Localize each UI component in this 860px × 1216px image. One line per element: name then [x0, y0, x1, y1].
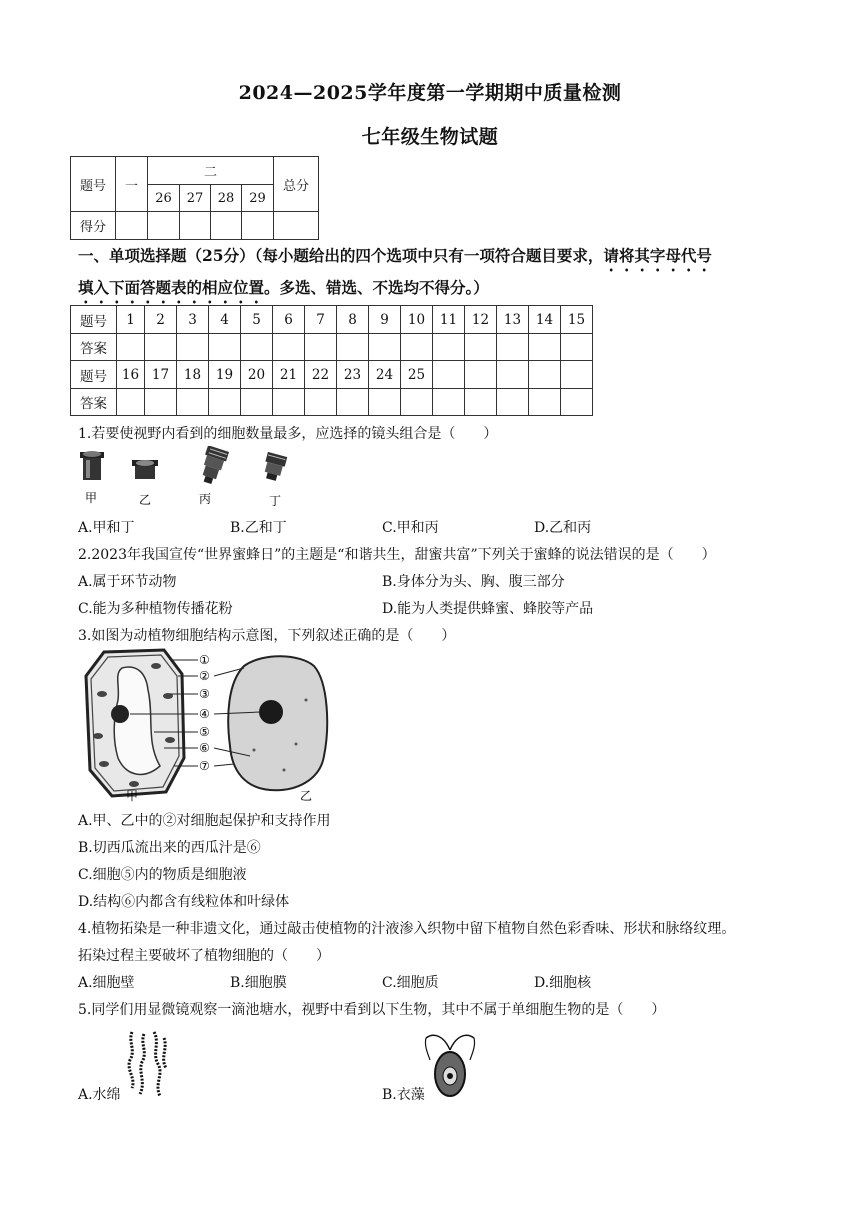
- answer-cell[interactable]: [273, 389, 305, 416]
- answer-cell[interactable]: [529, 389, 561, 416]
- page-title: 2024—2025学年度第一学期期中质量检测: [238, 82, 622, 104]
- score-cell[interactable]: [242, 212, 274, 240]
- answer-header-tihao: 题号: [71, 361, 117, 389]
- answer-cell[interactable]: [305, 334, 337, 361]
- q2-option-c[interactable]: C.能为多种植物传播花粉: [78, 601, 233, 617]
- question-number-cell: 25: [401, 361, 433, 389]
- score-table: [70, 156, 319, 240]
- answer-table: [70, 305, 593, 416]
- q3-option-a[interactable]: A.甲、乙中的②对细胞起保护和支持作用: [78, 813, 331, 829]
- answer-cell[interactable]: [117, 334, 145, 361]
- score-col: 28: [211, 185, 242, 212]
- question-number-cell: 12: [465, 306, 497, 334]
- question-number-cell: 15: [561, 306, 593, 334]
- question-number-cell: 14: [529, 306, 561, 334]
- question-number-cell: 18: [177, 361, 209, 389]
- answer-cell[interactable]: [177, 389, 209, 416]
- question-number-cell: 22: [305, 361, 337, 389]
- answer-cell[interactable]: [177, 334, 209, 361]
- question-number-cell: 1: [117, 306, 145, 334]
- marker: ⑦: [199, 759, 210, 773]
- lens-label: 丁: [269, 494, 282, 508]
- marker: ⑥: [199, 741, 210, 755]
- answer-cell[interactable]: [145, 389, 177, 416]
- q3-option-c[interactable]: C.细胞⑤内的物质是细胞液: [78, 867, 247, 883]
- answer-cell[interactable]: [465, 334, 497, 361]
- score-col: 29: [242, 185, 274, 212]
- answer-cell[interactable]: [337, 389, 369, 416]
- markers: [199, 653, 210, 773]
- q1-option-b[interactable]: B.乙和丁: [230, 520, 287, 536]
- answer-cell[interactable]: [433, 334, 465, 361]
- q2-option-a[interactable]: A.属于环节动物: [78, 574, 177, 590]
- section1-line2: [78, 276, 489, 307]
- q1-option-a[interactable]: A.甲和丁: [78, 520, 135, 536]
- q5-option-a[interactable]: A.水绵: [78, 1087, 121, 1103]
- answer-cell[interactable]: [561, 389, 593, 416]
- question-number-cell: 16: [117, 361, 145, 389]
- score-cell[interactable]: [180, 212, 211, 240]
- answer-cell[interactable]: [209, 334, 241, 361]
- section1-line1-a: 一、单项选择题（25分）（每小题给出的四个选项中只有一项符合题目要求，: [78, 246, 604, 265]
- question-number-cell: 23: [337, 361, 369, 389]
- q5-stem: 5.同学们用显微镜观察一滴池塘水，视野中看到以下生物，其中不属于单细胞生物的是（ ）: [78, 1002, 666, 1018]
- q1-lens-figure: [74, 446, 304, 508]
- section1-line2-b: 。多选、错选、不选均不得分。）: [264, 278, 489, 297]
- question-number-cell: 20: [241, 361, 273, 389]
- lens-label: 乙: [139, 493, 152, 507]
- animal-cell: [228, 656, 327, 790]
- score-header-er: 二: [148, 157, 274, 185]
- question-number-cell: 8: [337, 306, 369, 334]
- question-number-cell: [497, 361, 529, 389]
- score-cell[interactable]: [148, 212, 180, 240]
- answer-header-daan: 答案: [71, 334, 117, 361]
- plant-cell: [86, 650, 184, 796]
- answer-cell[interactable]: [145, 334, 177, 361]
- answer-cell[interactable]: [561, 334, 593, 361]
- lens-eyepiece-long: [80, 451, 104, 480]
- question-number-cell: 3: [177, 306, 209, 334]
- score-cell[interactable]: [116, 212, 148, 240]
- q5-option-b[interactable]: B.衣藻: [382, 1087, 425, 1103]
- lens-eyepiece-short: [132, 460, 158, 479]
- answer-cell[interactable]: [497, 334, 529, 361]
- question-number-cell: 10: [401, 306, 433, 334]
- lens-label: 丙: [199, 492, 212, 506]
- answer-cell[interactable]: [337, 334, 369, 361]
- answer-cell[interactable]: [117, 389, 145, 416]
- answer-cell[interactable]: [241, 334, 273, 361]
- score-header-yi: 一: [116, 157, 148, 212]
- answer-cell[interactable]: [465, 389, 497, 416]
- score-col: 27: [180, 185, 211, 212]
- answer-header-daan: 答案: [71, 389, 117, 416]
- marker: ⑤: [199, 725, 210, 739]
- q3-option-b[interactable]: B.切西瓜流出来的西瓜汁是⑥: [78, 840, 261, 856]
- question-number-cell: 19: [209, 361, 241, 389]
- section1-line2-a: 填入下面答题表的相应位置: [78, 278, 265, 297]
- question-number-cell: 11: [433, 306, 465, 334]
- answer-header-tihao: 题号: [71, 306, 117, 334]
- answer-cell[interactable]: [241, 389, 273, 416]
- lens-objective-short: [261, 452, 287, 482]
- question-number-cell: 4: [209, 306, 241, 334]
- spirogyra-figure: [124, 1030, 174, 1100]
- answer-cell[interactable]: [497, 389, 529, 416]
- cell-label-yi: 乙: [300, 789, 313, 802]
- score-col: 26: [148, 185, 180, 212]
- question-number-cell: [433, 361, 465, 389]
- chlamydomonas-figure: [420, 1030, 480, 1100]
- score-cell[interactable]: [211, 212, 242, 240]
- answer-cell[interactable]: [273, 334, 305, 361]
- question-number-cell: 9: [369, 306, 401, 334]
- q2-stem: 2.2023年我国宣传“世界蜜蜂日”的主题是“和谐共生，甜蜜共富”下列关于蜜蜂的说法错误的是（ ）: [78, 547, 716, 563]
- score-header-zongfen: 总分: [274, 157, 319, 212]
- answer-cell[interactable]: [401, 334, 433, 361]
- question-number-cell: 6: [273, 306, 305, 334]
- answer-cell[interactable]: [529, 334, 561, 361]
- question-number-cell: 17: [145, 361, 177, 389]
- q4-option-a[interactable]: A.细胞壁: [78, 975, 135, 991]
- lens-objective-long: [197, 446, 229, 486]
- answer-cell[interactable]: [305, 389, 337, 416]
- answer-cell[interactable]: [401, 389, 433, 416]
- cell-label-jia: 甲: [126, 789, 139, 802]
- q1-option-d[interactable]: D.乙和丙: [534, 520, 592, 536]
- question-number-cell: [529, 361, 561, 389]
- question-number-cell: 13: [497, 306, 529, 334]
- marker: ②: [199, 669, 210, 683]
- marker: ①: [199, 653, 210, 667]
- q4-stem-line1: 4.植物拓染是一种非遗文化，通过敲击使植物的汁液渗入织物中留下植物自然色彩香味、形状和脉络纹理。: [78, 921, 736, 937]
- question-number-cell: 5: [241, 306, 273, 334]
- answer-cell[interactable]: [433, 389, 465, 416]
- marker: ③: [199, 687, 210, 701]
- score-header-tihao: 题号: [71, 157, 116, 212]
- lens-label: 甲: [85, 491, 98, 505]
- q3-stem: 3.如图为动植物细胞结构示意图，下列叙述正确的是（ ）: [78, 628, 456, 644]
- section1-line1: [78, 244, 712, 275]
- q4-option-c[interactable]: C.细胞质: [382, 975, 439, 991]
- q1-stem: 1.若要使视野内看到的细胞数量最多，应选择的镜头组合是（ ）: [78, 426, 498, 442]
- page-subtitle: 七年级生物试题: [361, 126, 499, 148]
- answer-cell[interactable]: [369, 334, 401, 361]
- q1-option-c[interactable]: C.甲和丙: [382, 520, 439, 536]
- q4-stem-line2: 拓染过程主要破坏了植物细胞的（ ）: [78, 948, 330, 964]
- q2-option-b[interactable]: B.身体分为头、胸、腹三部分: [382, 574, 565, 590]
- question-number-cell: [465, 361, 497, 389]
- q4-option-b[interactable]: B.细胞膜: [230, 975, 287, 991]
- score-row-defen: 得分: [71, 212, 116, 240]
- question-number-cell: 24: [369, 361, 401, 389]
- question-number-cell: 21: [273, 361, 305, 389]
- q4-option-d[interactable]: D.细胞核: [534, 975, 592, 991]
- question-number-cell: 2: [145, 306, 177, 334]
- marker: ④: [199, 707, 210, 721]
- answer-cell[interactable]: [209, 389, 241, 416]
- question-number-cell: [561, 361, 593, 389]
- score-cell[interactable]: [274, 212, 319, 240]
- section1-line1-b: 请将其字母代号: [603, 246, 712, 265]
- q2-option-d[interactable]: D.能为人类提供蜂蜜、蜂胶等产品: [382, 601, 594, 617]
- q3-option-d[interactable]: D.结构⑥内都含有线粒体和叶绿体: [78, 894, 290, 910]
- q3-cell-diagram: [74, 646, 336, 802]
- question-number-cell: 7: [305, 306, 337, 334]
- answer-cell[interactable]: [369, 389, 401, 416]
